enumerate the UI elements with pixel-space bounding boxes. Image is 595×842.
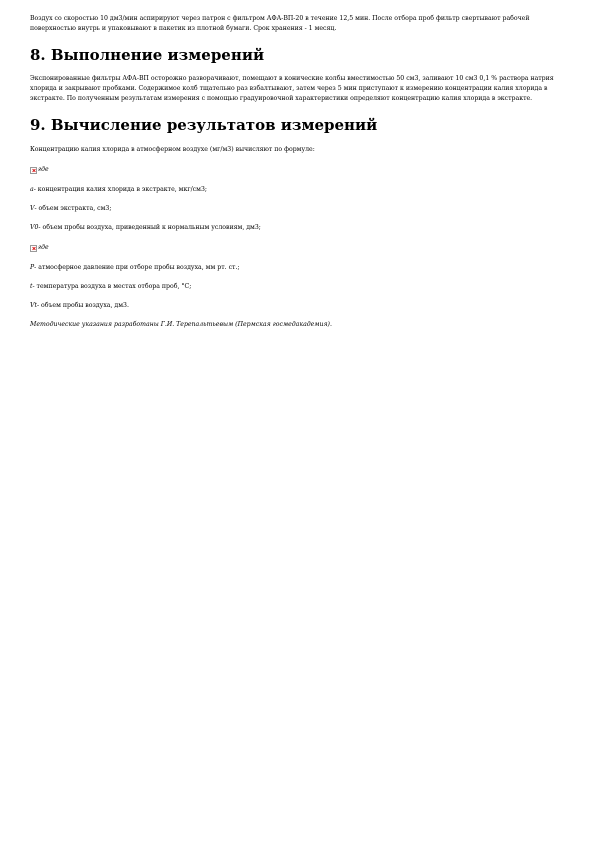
- definition-p: [30, 263, 565, 273]
- definition-a-text: - концентрация калия хлорида в экстракте, мкг/см3;: [33, 186, 207, 193]
- definition-vt: [30, 301, 565, 311]
- formula-2-row: [30, 243, 565, 253]
- broken-image-icon: [30, 245, 37, 252]
- definition-v0-text: - объем пробы воздуха, приведенный к нормальным условиям, дм3;: [38, 224, 261, 231]
- section-8-heading: 8. Выполнение измерений: [30, 46, 265, 64]
- definition-p-text: - атмосферное давление при отборе пробы воздуха, мм рт. ст.;: [34, 264, 240, 271]
- symbol-vt: Vt: [30, 302, 37, 309]
- definition-v: [30, 204, 565, 214]
- footer-note: Методические указания разработаны Г.И. Терепальтьевым (Пермская госмедакадемия).: [30, 321, 332, 328]
- symbol-t: t: [30, 283, 33, 290]
- formula-1-row: [30, 165, 565, 175]
- symbol-v0: V0: [30, 224, 39, 231]
- footer-note-row: [30, 320, 565, 330]
- symbol-a: a: [30, 186, 34, 193]
- definition-a: [30, 185, 565, 195]
- symbol-p: P: [30, 264, 35, 271]
- formula-intro: Концентрацию калия хлорида в атмосферном воздухе (мг/м3) вычисляют по формуле:: [30, 146, 315, 153]
- broken-image-icon: [30, 167, 37, 174]
- symbol-v: V: [30, 205, 35, 212]
- intro-paragraph: Воздух со скоростью 10 дм3/мин аспирируют через патрон с фильтром АФА-ВП-20 в течение 12,5 мин. После отбора проб фильтр свертывают рабочей поверхностью внутрь и упаковывают в пакетик из плотной бумаги. Срок хранения - 1 месяц.: [30, 15, 530, 32]
- document-page: [0, 0, 595, 330]
- definition-v-text: - объем экстракта, см3;: [34, 205, 112, 212]
- section-8-paragraph: Экспонированные фильтры АФА-ВП осторожно разворачивают, помещают в конические колбы вместимостью 50 см3, заливают 10 см3 0,1 % раствора натрия хлорида и закрывают пробками. Содержимое колб тщательно раз взбалтывают, затем через 5 мин приступают к измерению концентрации калия хлорида в экстракте. По полученным результатам измерения с помощью градуировочной характеристики определяют концентрацию калия хлорида в экстракте.: [30, 75, 554, 102]
- definition-v0: [30, 223, 565, 233]
- definition-t-text: - температура воздуха в местах отбора проб, °С;: [32, 283, 192, 290]
- definition-t: [30, 282, 565, 292]
- section-9-heading: 9. Вычисление результатов измерений: [30, 116, 378, 134]
- where-label-2: где: [38, 244, 49, 251]
- where-label: где: [38, 166, 49, 173]
- definition-vt-text: - объем пробы воздуха, дм3.: [36, 302, 129, 309]
